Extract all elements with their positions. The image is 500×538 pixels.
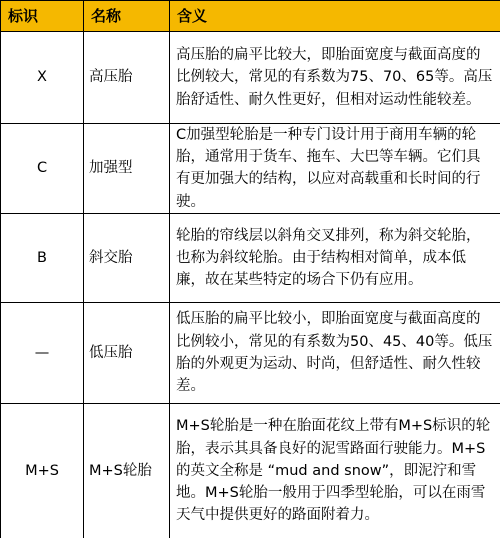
header-name: 名称: [84, 1, 170, 32]
row-code: —: [1, 302, 84, 403]
row-name: 加强型: [84, 124, 170, 214]
header-row: [1, 1, 500, 32]
row-name: 高压胎: [84, 32, 170, 124]
row-code: X: [1, 32, 84, 124]
row-code: C: [1, 124, 84, 214]
header-code: 标识: [1, 1, 84, 32]
header-description: 含义: [170, 1, 500, 32]
row-code: B: [1, 213, 84, 302]
row-description: C加强型轮胎是一种专门设计用于商用车辆的轮胎，通常用于货车、拖车、大巴等车辆。它们具有更加强大的结构，以应对高载重和长时间的行驶。: [170, 124, 500, 214]
row-name: 低压胎: [84, 302, 170, 403]
table-row: [1, 213, 500, 302]
table-row: [1, 302, 500, 403]
row-name: M+S轮胎: [84, 403, 170, 538]
table-row: [1, 32, 500, 124]
row-description: 高压胎的扁平比较大，即胎面宽度与截面高度的比例较大，常见的有系数为75、70、65等。高压胎舒适性、耐久性更好，但相对运动性能较差。: [170, 32, 500, 124]
table-row: [1, 403, 500, 538]
table-row: [1, 124, 500, 214]
row-description: 低压胎的扁平比较小，即胎面宽度与截面高度的比例较小，常见的有系数为50、45、40等。低压胎的外观更为运动、时尚，但舒适性、耐久性较差。: [170, 302, 500, 403]
row-name: 斜交胎: [84, 213, 170, 302]
row-description: 轮胎的帘线层以斜角交叉排列，称为斜交轮胎，也称为斜纹轮胎。由于结构相对简单，成本低廉，故在某些特定的场合下仍有应用。: [170, 213, 500, 302]
row-code: M+S: [1, 403, 84, 538]
row-description: M+S轮胎是一种在胎面花纹上带有M+S标识的轮胎，表示其具备良好的泥雪路面行驶能力。M+S的英文全称是 “mud and snow”，即泥泞和雪地。M+S轮胎一般用于四季型轮胎，可以在雨雪天气中提供更好的路面附着力。: [170, 403, 500, 538]
